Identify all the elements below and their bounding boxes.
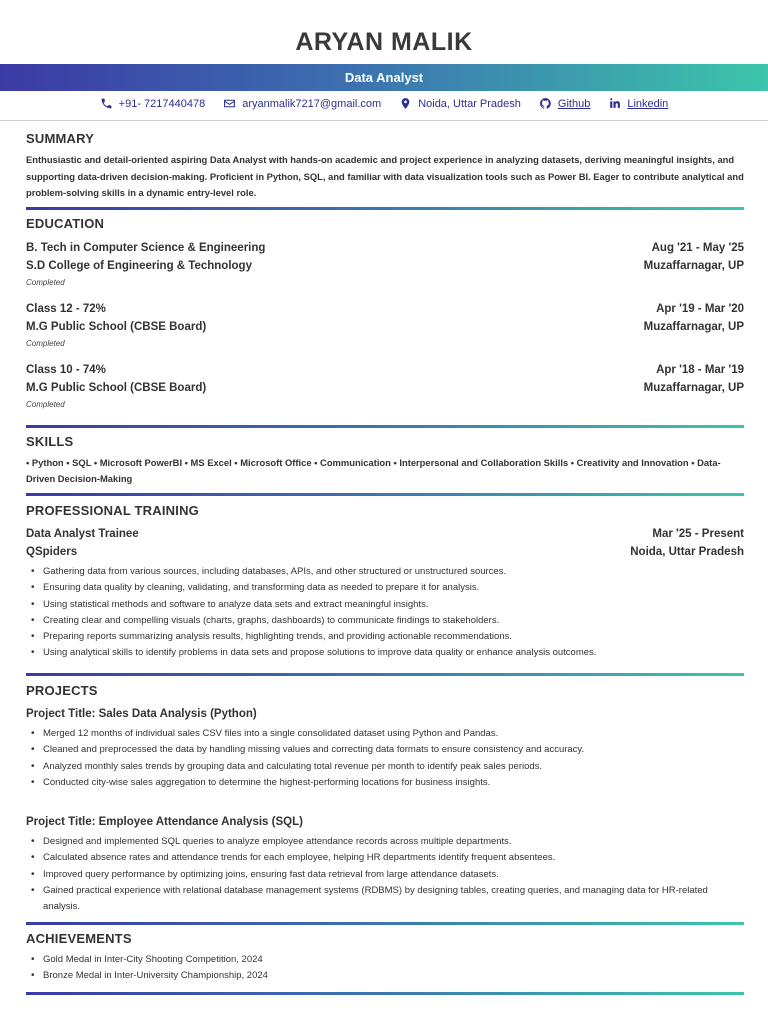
location-text: Noida, Uttar Pradesh bbox=[418, 97, 521, 110]
training-role: Data Analyst Trainee bbox=[26, 528, 139, 540]
training-bullets bbox=[26, 564, 744, 662]
education-section bbox=[26, 216, 744, 231]
place: Muzaffarnagar, UP bbox=[643, 321, 744, 333]
skills-section bbox=[26, 434, 744, 487]
training-heading: PROFESSIONAL TRAINING bbox=[26, 503, 199, 518]
email-address: aryanmalik7217@gmail.com bbox=[242, 97, 382, 110]
list-item: • Bronze Medal in Inter-University Championship, 2024 bbox=[26, 968, 744, 984]
project-bullets bbox=[26, 834, 744, 915]
school: M.G Public School (CBSE Board) bbox=[26, 382, 207, 394]
list-item: • Cleaned and preprocessed the data by handling missing values and correcting data formats to ensure consistency and accuracy. bbox=[26, 742, 744, 758]
contact-linkedin[interactable] bbox=[608, 97, 668, 110]
contact-github[interactable] bbox=[539, 97, 590, 110]
dates: Apr '18 - Mar '19 bbox=[656, 364, 744, 376]
achievements-heading: ACHIEVEMENTS bbox=[26, 931, 132, 946]
school: S.D College of Engineering & Technology bbox=[26, 260, 252, 272]
section-divider bbox=[26, 673, 744, 676]
contact-email[interactable] bbox=[223, 97, 381, 110]
achievements-section bbox=[26, 931, 744, 985]
list-item: • Merged 12 months of individual sales CSV files into a single consolidated dataset using Python and Pandas. bbox=[26, 726, 744, 742]
section-divider bbox=[26, 207, 744, 210]
place: Muzaffarnagar, UP bbox=[643, 382, 744, 394]
role-banner bbox=[0, 64, 768, 91]
list-item: • Preparing reports summarizing analysis results, highlighting trends, and providing actionable recommendations. bbox=[26, 629, 744, 645]
place: Muzaffarnagar, UP bbox=[643, 260, 744, 272]
project-block bbox=[26, 816, 744, 915]
training-section bbox=[26, 503, 744, 662]
summary-text: Enthusiastic and detail-oriented aspiring Data Analyst with hands-on academic and project experience in analyzing datasets, deriving meaningful insights, and supporting data-driven decision-making. Proficient in Python, SQL, and familiar with data visualization tools such as Power BI. Eager to contribute analytical and problem-solving skills in a dynamic entry-level role. bbox=[26, 154, 744, 198]
list-item: • Using statistical methods and software to analyze data sets and extract meaningful insights. bbox=[26, 597, 744, 613]
education-item bbox=[26, 364, 744, 409]
contact-bar bbox=[0, 97, 768, 110]
project-bullets bbox=[26, 726, 744, 791]
list-item: • Gained practical experience with relational database management systems (RDBMS) by designing tables, creating queries, and managing data for HR-related analysis. bbox=[26, 883, 744, 916]
list-item: • Conducted city-wise sales aggregation to determine the highest-performing locations for business insights. bbox=[26, 775, 744, 791]
skills-heading: SKILLS bbox=[26, 434, 74, 449]
linkedin-icon bbox=[608, 97, 621, 110]
list-item: • Calculated absence rates and attendance trends for each employee, helping HR departments identify frequent absentees. bbox=[26, 850, 744, 866]
list-item: • Designed and implemented SQL queries to analyze employee attendance records across multiple departments. bbox=[26, 834, 744, 850]
list-item: • Using analytical skills to identify problems in data sets and propose solutions to improve data quality or enhance analysis outcomes. bbox=[26, 645, 744, 661]
list-item: • Ensuring data quality by cleaning, validating, and transforming data as needed to prepare it for analysis. bbox=[26, 580, 744, 596]
list-item: • Analyzed monthly sales trends by grouping data and calculating total revenue per month to identify peak sales periods. bbox=[26, 759, 744, 775]
list-item: • Gold Medal in Inter-City Shooting Competition, 2024 bbox=[26, 952, 744, 968]
status: Completed bbox=[26, 400, 65, 409]
contact-phone[interactable] bbox=[100, 97, 206, 110]
degree: Class 10 - 74% bbox=[26, 364, 106, 376]
training-company: QSpiders bbox=[26, 546, 78, 558]
project-title: Project Title: Sales Data Analysis (Python) bbox=[26, 708, 257, 720]
status: Completed bbox=[26, 339, 65, 348]
linkedin-link[interactable]: Linkedin bbox=[627, 97, 669, 110]
projects-heading: PROJECTS bbox=[26, 683, 98, 698]
education-item bbox=[26, 303, 744, 348]
phone-number: +91- 7217440478 bbox=[118, 97, 206, 110]
training-dates: Mar '25 - Present bbox=[652, 528, 744, 540]
location-pin-icon bbox=[399, 97, 412, 110]
list-item: • Improved query performance by optimizing joins, ensuring fast data retrieval from large attendance datasets. bbox=[26, 867, 744, 883]
section-divider bbox=[26, 992, 744, 995]
summary-section bbox=[26, 131, 744, 202]
project-title: Project Title: Employee Attendance Analysis (SQL) bbox=[26, 816, 303, 828]
dates: Aug '21 - May '25 bbox=[651, 242, 744, 254]
section-divider bbox=[26, 922, 744, 925]
dates: Apr '19 - Mar '20 bbox=[656, 303, 744, 315]
section-divider bbox=[26, 425, 744, 428]
header-rule bbox=[0, 120, 768, 121]
github-link[interactable]: Github bbox=[557, 97, 591, 110]
education-heading: EDUCATION bbox=[26, 216, 105, 231]
summary-heading: SUMMARY bbox=[26, 131, 95, 146]
status: Completed bbox=[26, 278, 65, 287]
github-icon bbox=[539, 97, 552, 110]
degree: B. Tech in Computer Science & Engineering bbox=[26, 242, 266, 254]
envelope-icon bbox=[223, 97, 236, 110]
contact-location bbox=[399, 97, 521, 110]
phone-icon bbox=[100, 97, 113, 110]
degree: Class 12 - 72% bbox=[26, 303, 106, 315]
training-place: Noida, Uttar Pradesh bbox=[630, 546, 744, 558]
projects-section bbox=[26, 683, 744, 791]
section-divider bbox=[26, 493, 744, 496]
candidate-name: ARYAN MALIK bbox=[295, 28, 473, 56]
skills-list: • Python • SQL • Microsoft PowerBI • MS Excel • Microsoft Office • Communication • Interpersonal and Collaboration Skills • Creativity and Innovation • Data-Driven Decision-Making bbox=[26, 457, 721, 484]
list-item: • Gathering data from various sources, including databases, APIs, and other structured or unstructured sources. bbox=[26, 564, 744, 580]
school: M.G Public School (CBSE Board) bbox=[26, 321, 207, 333]
achievement-bullets bbox=[26, 952, 744, 985]
education-item bbox=[26, 242, 744, 287]
role-title: Data Analyst bbox=[344, 70, 424, 85]
list-item: • Creating clear and compelling visuals (charts, graphs, dashboards) to communicate findings to stakeholders. bbox=[26, 613, 744, 629]
